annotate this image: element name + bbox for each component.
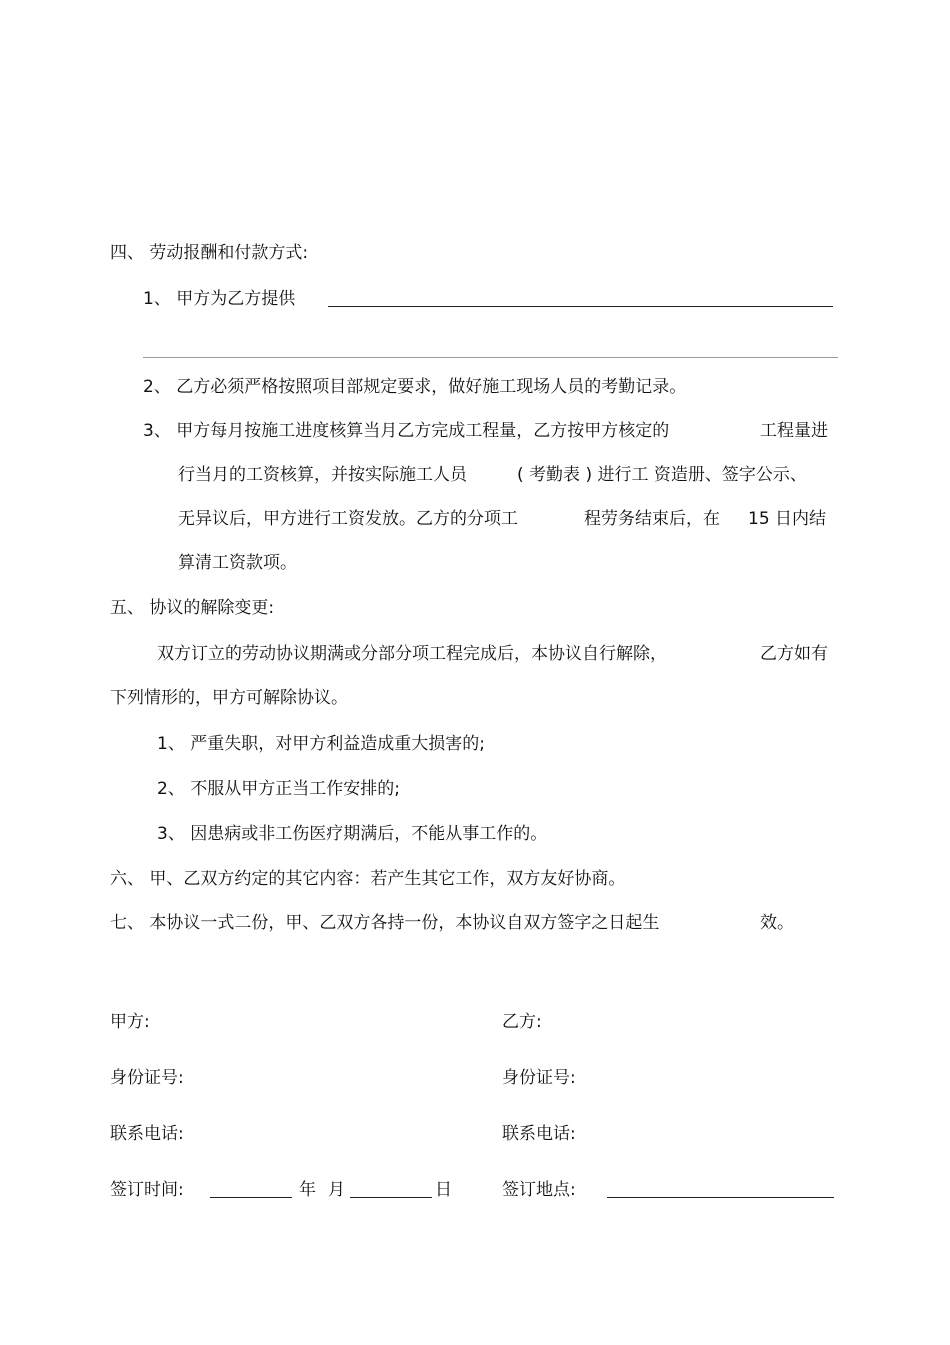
section-5-item-3: 3、 因患病或非工伤医疗期满后，不能从事工作的。 <box>157 824 548 844</box>
section-4-item-1: 1、 甲方为乙方提供 <box>143 289 296 309</box>
section-4-item-3-line-2: 行当月的工资核算，并按实际施工人员 <box>178 465 467 485</box>
year-fill-line <box>210 1197 292 1198</box>
section-5-paragraph-line-1: 双方订立的劳动协议期满或分部分项工程完成后，本协议自行解除， <box>157 644 667 664</box>
section-4-item-3-line-2-end: ( 考勤表 ) 进行工 资造册、签字公示、 <box>517 465 807 485</box>
party-a-phone-label: 联系电话: <box>110 1124 184 1144</box>
section-7-text: 七、 本协议一式二份，甲、乙双方各持一份，本协议自双方签字之日起生 <box>110 913 660 933</box>
party-b-id-label: 身份证号: <box>502 1068 576 1088</box>
section-4-item-3-line-1: 3、 甲方每月按施工进度核算当月乙方完成工程量，乙方按甲方核定的 <box>143 421 670 441</box>
section-5-item-2: 2、 不服从甲方正当工作安排的; <box>157 779 400 799</box>
section-5-paragraph-line-2: 下列情形的，甲方可解除协议。 <box>110 688 348 708</box>
section-4-item-3-line-4: 算清工资款项。 <box>178 553 297 573</box>
month-fill-line <box>350 1197 432 1198</box>
section-5-item-1: 1、 严重失职，对甲方利益造成重大损害的; <box>157 734 485 754</box>
item-1-fill-line <box>328 306 833 307</box>
party-b-label: 乙方: <box>502 1012 542 1032</box>
section-5-paragraph-line-1-end: 乙方如有 <box>760 644 828 664</box>
signing-place-label: 签订地点: <box>502 1180 576 1200</box>
party-b-phone-label: 联系电话: <box>502 1124 576 1144</box>
section-4-item-3-line-3-end: 15 日内结 <box>748 509 827 529</box>
party-a-label: 甲方: <box>110 1012 150 1032</box>
day-label: 日 <box>435 1180 452 1200</box>
item-1-continuation-line <box>143 357 838 358</box>
section-7-text-end: 效。 <box>760 913 794 933</box>
month-label: 月 <box>328 1180 345 1200</box>
place-fill-line <box>607 1197 834 1198</box>
section-4-heading: 四、 劳动报酬和付款方式: <box>110 243 309 263</box>
signing-date-label: 签订时间: <box>110 1180 184 1200</box>
section-4-item-3-line-1-end: 工程量进 <box>760 421 828 441</box>
section-6-text: 六、 甲、乙双方约定的其它内容：若产生其它工作，双方友好协商。 <box>110 869 626 889</box>
section-4-item-3-line-3-mid: 程劳务结束后，在 <box>584 509 720 529</box>
section-5-heading: 五、 协议的解除变更: <box>110 598 275 618</box>
party-a-id-label: 身份证号: <box>110 1068 184 1088</box>
section-4-item-2: 2、 乙方必须严格按照项目部规定要求，做好施工现场人员的考勤记录。 <box>143 377 687 397</box>
year-label: 年 <box>299 1180 316 1200</box>
section-4-item-3-line-3: 无异议后，甲方进行工资发放。乙方的分项工 <box>178 509 518 529</box>
